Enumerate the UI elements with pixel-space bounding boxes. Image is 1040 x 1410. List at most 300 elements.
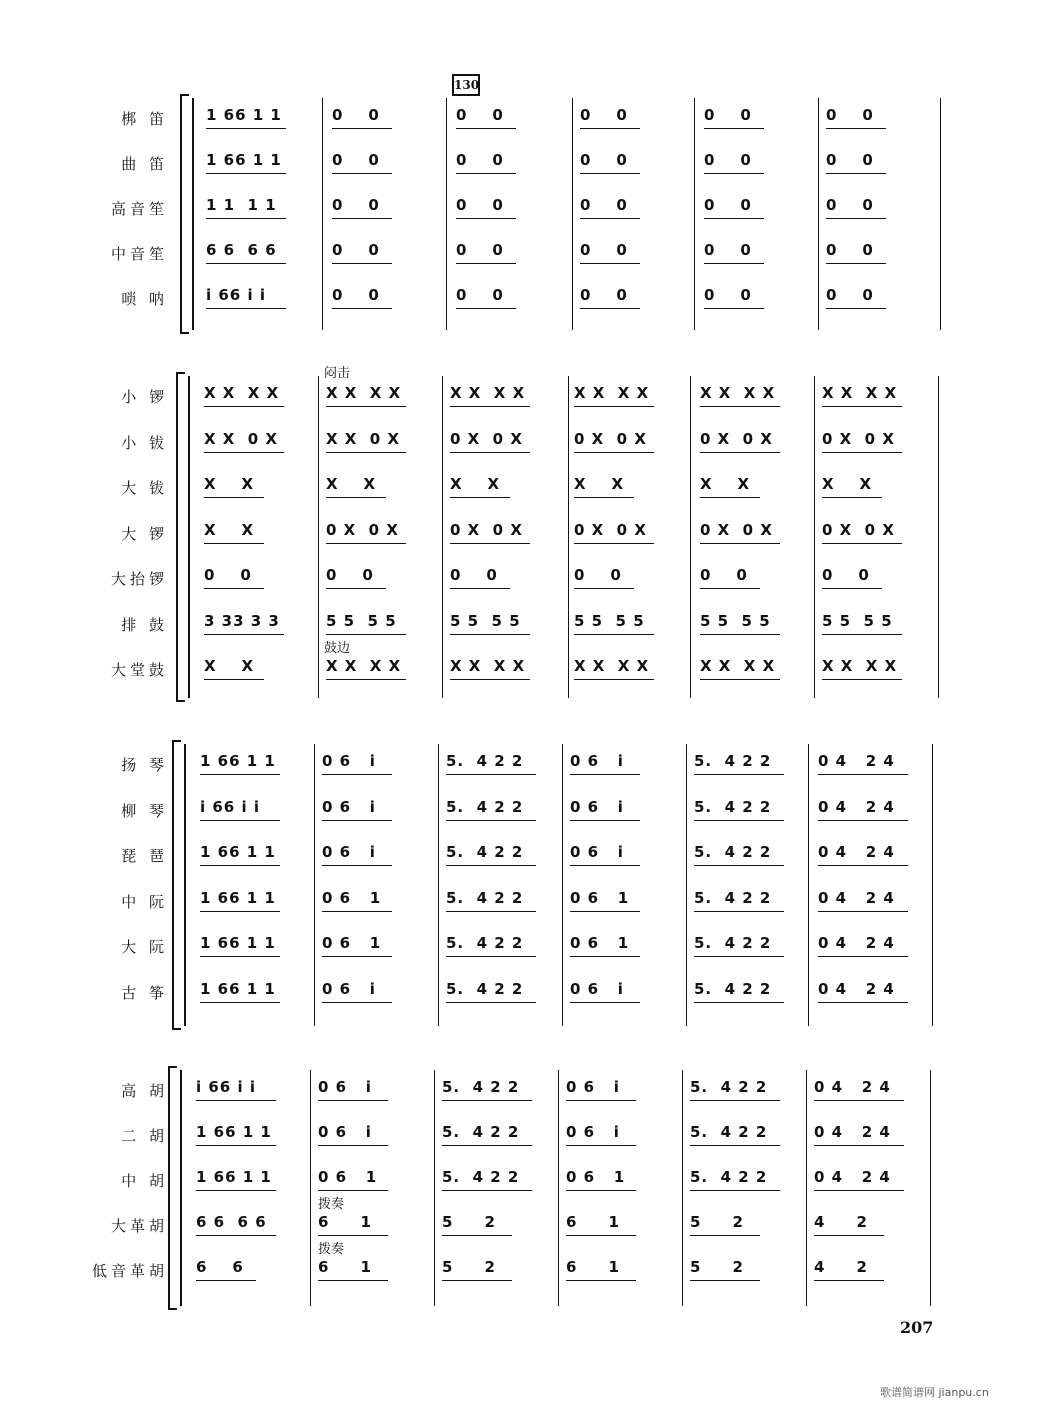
instrument-label: 大堂鼓 (110, 661, 168, 679)
beam-line (326, 406, 406, 407)
measure-cell: 0 X 0 X (450, 429, 523, 448)
beam-line (200, 865, 280, 866)
beam-line (574, 588, 634, 589)
measure-cell: 5 5 5 5 (822, 611, 893, 630)
beam-line (690, 1280, 760, 1281)
bar-line (686, 744, 687, 1026)
instrument-label: 高 胡 (121, 1082, 168, 1100)
instrument-label: 古 筝 (121, 983, 168, 1002)
measure-cell: 5. 4 2 2 (694, 843, 772, 861)
measure-cell: 1 1 1 1 (206, 196, 277, 214)
measure-cell: 0 6 1 (566, 1168, 626, 1186)
measure-cell: X X X X (450, 657, 526, 675)
measure-cell: 0 0 (704, 241, 752, 259)
beam-line (570, 820, 640, 821)
instrument-label: 唢 呐 (121, 290, 168, 308)
beam-line (814, 1100, 904, 1101)
beam-line (826, 173, 886, 174)
beam-line (690, 1190, 780, 1191)
instrument-label: 柳 琴 (121, 801, 168, 820)
beam-line (332, 173, 392, 174)
bar-line (818, 98, 819, 330)
system-line (192, 98, 194, 330)
beam-line (206, 128, 286, 129)
beam-line (318, 1190, 388, 1191)
measure-cell: 0 0 (704, 151, 752, 169)
measure-cell: X X X X (700, 384, 776, 402)
beam-line (574, 452, 654, 453)
beam-line (818, 911, 908, 912)
beam-line (814, 1190, 904, 1191)
measure-cell: 0 X 0 X (326, 520, 399, 539)
measure-cell: 0 X 0 X (822, 429, 895, 448)
measure-cell: 5. 4 2 2 (442, 1078, 520, 1096)
measure-cell: X X X X (204, 384, 280, 402)
beam-line (196, 1145, 276, 1146)
measure-cell: X X (700, 475, 751, 493)
measure-cell: i 66 i i (206, 286, 266, 304)
measure-cell: X X (450, 475, 501, 493)
measure-cell: 1 66 1 1 (200, 843, 276, 861)
bar-line (446, 98, 447, 330)
beam-line (456, 263, 516, 264)
measure-cell: 0 4 2 4 (818, 752, 895, 770)
beam-line (704, 128, 764, 129)
beam-line (318, 1235, 388, 1236)
measure-cell: 0 0 (450, 566, 498, 584)
measure-cell: 0 0 (332, 286, 380, 304)
beam-line (332, 308, 392, 309)
measure-cell: 5. 4 2 2 (694, 934, 772, 952)
measure-cell: 0 6 1 (318, 1168, 378, 1186)
instrument-label: 小 钹 (121, 433, 168, 452)
measure-cell: 0 0 (332, 106, 380, 124)
measure-cell: 0 X 0 X (822, 520, 895, 539)
beam-line (822, 543, 902, 544)
measure-cell: 5. 4 2 2 (690, 1078, 768, 1096)
beam-line (822, 406, 902, 407)
bar-line (568, 376, 569, 698)
measure-cell: 0 6 i (570, 797, 624, 816)
measure-cell: 6 1 (318, 1258, 372, 1276)
instrument-label: 大革胡 (110, 1217, 168, 1235)
beam-line (814, 1235, 884, 1236)
bar-line (562, 744, 563, 1026)
measure-cell: i 66 i i (200, 797, 260, 816)
beam-line (332, 128, 392, 129)
beam-line (200, 774, 280, 775)
measure-cell: 5. 4 2 2 (690, 1123, 768, 1141)
measure-cell: 0 0 (580, 106, 628, 124)
beam-line (446, 911, 536, 912)
page-number: 207 (900, 1318, 934, 1337)
measure-cell: 6 1 (566, 1258, 620, 1276)
beam-line (574, 679, 654, 680)
beam-line (566, 1100, 636, 1101)
measure-cell: 6 6 6 6 (206, 241, 277, 259)
beam-line (332, 218, 392, 219)
measure-cell: 0 0 (456, 241, 504, 259)
measure-cell: 0 6 i (318, 1123, 372, 1141)
instrument-label: 中 阮 (121, 892, 168, 911)
measure-cell: 1 66 1 1 (206, 106, 282, 124)
measure-cell: 5. 4 2 2 (446, 843, 524, 861)
beam-line (204, 497, 264, 498)
beam-line (450, 452, 530, 453)
measure-cell: 0 X 0 X (700, 429, 773, 448)
measure-cell: 0 4 2 4 (818, 934, 895, 952)
beam-line (822, 497, 882, 498)
beam-line (700, 543, 780, 544)
measure-cell: X X X X (326, 657, 402, 675)
beam-line (326, 452, 406, 453)
beam-line (574, 634, 654, 635)
measure-cell: X X (822, 475, 873, 493)
instrument-label: 排 鼓 (121, 615, 168, 634)
measure-cell: 0 0 (456, 106, 504, 124)
bar-line (938, 376, 939, 698)
instrument-label: 二 胡 (121, 1127, 168, 1145)
beam-line (450, 679, 530, 680)
measure-cell: 0 6 1 (322, 934, 382, 952)
measure-cell: 5. 4 2 2 (442, 1123, 520, 1141)
beam-line (700, 588, 760, 589)
beam-line (326, 543, 406, 544)
beam-line (204, 406, 284, 407)
beam-line (700, 406, 780, 407)
system-line (180, 1070, 182, 1306)
measure-cell: 0 0 (580, 241, 628, 259)
beam-line (206, 263, 286, 264)
beam-line (822, 634, 902, 635)
beam-line (690, 1145, 780, 1146)
beam-line (450, 497, 510, 498)
measure-cell: 0 0 (704, 286, 752, 304)
beam-line (446, 774, 536, 775)
instrument-label: 曲 笛 (121, 155, 168, 173)
measure-cell: 1 66 1 1 (200, 888, 276, 907)
system-line (184, 744, 186, 1026)
beam-line (566, 1190, 636, 1191)
instrument-label: 大抬锣 (110, 570, 168, 588)
bar-line (572, 98, 573, 330)
measure-cell: 0 6 i (322, 752, 376, 770)
measure-cell: 0 4 2 4 (814, 1078, 891, 1096)
beam-line (826, 218, 886, 219)
beam-line (326, 634, 406, 635)
beam-line (570, 774, 640, 775)
measure-cell: 0 0 (826, 196, 874, 214)
measure-cell: 0 6 i (318, 1078, 372, 1096)
beam-line (456, 218, 516, 219)
performance-annotation: 拨奏 (318, 1242, 345, 1257)
beam-line (700, 679, 780, 680)
measure-cell: 0 4 2 4 (818, 797, 895, 816)
measure-cell: 0 0 (332, 151, 380, 169)
beam-line (326, 497, 386, 498)
bar-line (314, 744, 315, 1026)
measure-cell: 5. 4 2 2 (694, 979, 772, 998)
beam-line (322, 956, 392, 957)
bar-line (318, 376, 319, 698)
measure-cell: 6 6 6 6 (196, 1213, 267, 1231)
measure-cell: 6 6 (196, 1258, 244, 1276)
watermark-text: 歌谱简谱网 jianpu.cn (880, 1386, 989, 1399)
beam-line (704, 173, 764, 174)
beam-line (580, 128, 640, 129)
measure-cell: X X X X (574, 657, 650, 675)
beam-line (196, 1190, 276, 1191)
measure-cell: 0 0 (826, 241, 874, 259)
performance-annotation: 闷击 (324, 366, 351, 381)
measure-cell: 0 0 (456, 151, 504, 169)
measure-cell: 0 4 2 4 (818, 843, 895, 861)
measure-cell: 0 0 (580, 151, 628, 169)
bar-line (682, 1070, 683, 1306)
measure-cell: 0 0 (574, 566, 622, 584)
bar-line (806, 1070, 807, 1306)
measure-cell: 3 33 3 3 (204, 611, 280, 630)
beam-line (446, 865, 536, 866)
beam-line (322, 865, 392, 866)
measure-cell: 5. 4 2 2 (690, 1168, 768, 1186)
beam-line (196, 1100, 276, 1101)
measure-cell: 0 0 (822, 566, 870, 584)
beam-line (318, 1145, 388, 1146)
beam-line (446, 1002, 536, 1003)
measure-cell: X X (204, 657, 255, 675)
bar-line (932, 744, 933, 1026)
measure-cell: 5. 4 2 2 (446, 797, 524, 816)
beam-line (204, 634, 284, 635)
measure-cell: 0 0 (204, 566, 252, 584)
instrument-label: 大 阮 (121, 938, 168, 956)
measure-cell: X X X X (326, 384, 402, 402)
beam-line (826, 308, 886, 309)
measure-cell: 5 5 5 5 (574, 611, 645, 630)
beam-line (200, 820, 280, 821)
measure-cell: 1 66 1 1 (200, 979, 276, 998)
measure-cell: 0 X 0 X (574, 429, 647, 448)
measure-cell: 0 0 (826, 106, 874, 124)
instrument-label: 大 钹 (121, 479, 168, 497)
measure-cell: 0 6 i (566, 1123, 620, 1141)
measure-cell: 0 0 (332, 196, 380, 214)
beam-line (826, 128, 886, 129)
measure-cell: 0 0 (704, 196, 752, 214)
beam-line (580, 308, 640, 309)
beam-line (200, 1002, 280, 1003)
instrument-label: 梆 笛 (121, 110, 168, 128)
measure-cell: 1 66 1 1 (200, 934, 276, 952)
beam-line (580, 173, 640, 174)
measure-cell: 0 6 i (570, 752, 624, 770)
measure-cell: 0 0 (704, 106, 752, 124)
beam-line (822, 588, 882, 589)
instrument-label: 扬 琴 (121, 756, 168, 774)
beam-line (204, 588, 264, 589)
measure-cell: 0 X 0 X (450, 520, 523, 539)
beam-line (318, 1280, 388, 1281)
beam-line (450, 543, 530, 544)
beam-line (450, 406, 530, 407)
measure-cell: X X (204, 520, 255, 539)
measure-cell: X X 0 X (326, 429, 401, 448)
measure-cell: 5 2 (690, 1213, 744, 1231)
measure-cell: 5. 4 2 2 (694, 888, 772, 907)
bar-line (434, 1070, 435, 1306)
beam-line (570, 865, 640, 866)
bar-line (930, 1070, 931, 1306)
beam-line (694, 774, 784, 775)
measure-cell: 0 X 0 X (574, 520, 647, 539)
beam-line (196, 1235, 276, 1236)
beam-line (442, 1235, 512, 1236)
beam-line (206, 308, 286, 309)
measure-cell: X X (204, 475, 255, 493)
beam-line (818, 865, 908, 866)
beam-line (200, 956, 280, 957)
measure-cell: 0 0 (456, 286, 504, 304)
measure-cell: 0 6 i (570, 979, 624, 998)
beam-line (570, 956, 640, 957)
measure-cell: 5. 4 2 2 (442, 1168, 520, 1186)
measure-cell: 0 0 (580, 196, 628, 214)
bar-line (442, 376, 443, 698)
instrument-label: 中音笙 (110, 245, 168, 263)
beam-line (694, 865, 784, 866)
measure-cell: 5. 4 2 2 (446, 888, 524, 907)
beam-line (442, 1190, 532, 1191)
measure-cell: 0 6 i (570, 843, 624, 861)
measure-cell: 5 2 (442, 1258, 496, 1276)
measure-cell: 0 0 (456, 196, 504, 214)
measure-cell: 1 66 1 1 (196, 1123, 272, 1141)
instrument-label: 低音革胡 (91, 1262, 168, 1280)
measure-cell: 0 4 2 4 (818, 888, 895, 907)
measure-cell: 5 2 (442, 1213, 496, 1231)
beam-line (814, 1280, 884, 1281)
beam-line (204, 452, 284, 453)
measure-cell: 0 6 i (322, 797, 376, 816)
beam-line (206, 218, 286, 219)
beam-line (326, 679, 406, 680)
beam-line (700, 452, 780, 453)
beam-line (322, 820, 392, 821)
beam-line (450, 634, 530, 635)
performance-annotation: 拨奏 (318, 1197, 345, 1212)
beam-line (704, 263, 764, 264)
beam-line (690, 1100, 780, 1101)
measure-cell: 0 6 i (566, 1078, 620, 1096)
measure-cell: 0 6 1 (322, 888, 382, 907)
measure-cell: X X 0 X (204, 429, 279, 448)
beam-line (570, 1002, 640, 1003)
beam-line (450, 588, 510, 589)
beam-line (574, 406, 654, 407)
measure-cell: X X (574, 475, 625, 493)
beam-line (690, 1235, 760, 1236)
beam-line (322, 911, 392, 912)
measure-cell: 5 2 (690, 1258, 744, 1276)
group-bracket (172, 740, 181, 1030)
measure-cell: 4 2 (814, 1258, 868, 1276)
group-bracket (168, 1066, 177, 1310)
measure-cell: 0 4 2 4 (818, 979, 895, 998)
measure-cell: i 66 i i (196, 1078, 256, 1096)
measure-cell: 5. 4 2 2 (694, 752, 772, 770)
beam-line (456, 128, 516, 129)
measure-cell: 0 4 2 4 (814, 1123, 891, 1141)
beam-line (574, 497, 634, 498)
group-bracket (180, 94, 189, 334)
beam-line (818, 820, 908, 821)
measure-cell: X X X X (450, 384, 526, 402)
beam-line (322, 774, 392, 775)
beam-line (694, 956, 784, 957)
bar-line (438, 744, 439, 1026)
measure-cell: 0 0 (580, 286, 628, 304)
beam-line (566, 1235, 636, 1236)
beam-line (822, 452, 902, 453)
measure-cell: 0 6 1 (570, 934, 630, 952)
bar-line (814, 376, 815, 698)
beam-line (332, 263, 392, 264)
measure-cell: X X (326, 475, 377, 493)
beam-line (694, 820, 784, 821)
beam-line (206, 173, 286, 174)
measure-cell: X X X X (574, 384, 650, 402)
beam-line (442, 1100, 532, 1101)
beam-line (570, 911, 640, 912)
beam-line (818, 774, 908, 775)
measure-cell: 5. 4 2 2 (694, 797, 772, 816)
performance-annotation: 鼓边 (324, 641, 351, 656)
measure-cell: 1 66 1 1 (196, 1168, 272, 1186)
beam-line (566, 1280, 636, 1281)
beam-line (818, 956, 908, 957)
bar-line (808, 744, 809, 1026)
beam-line (574, 543, 654, 544)
measure-cell: 0 6 i (322, 843, 376, 861)
measure-cell: 1 66 1 1 (200, 752, 276, 770)
bar-line (694, 98, 695, 330)
beam-line (442, 1145, 532, 1146)
beam-line (822, 679, 902, 680)
beam-line (204, 543, 264, 544)
beam-line (700, 497, 760, 498)
beam-line (200, 911, 280, 912)
beam-line (826, 263, 886, 264)
measure-cell: 0 6 1 (570, 888, 630, 907)
beam-line (446, 820, 536, 821)
measure-cell: 0 X 0 X (700, 520, 773, 539)
instrument-label: 琵 琶 (121, 847, 168, 865)
measure-cell: 4 2 (814, 1213, 868, 1231)
measure-cell: 6 1 (566, 1213, 620, 1231)
measure-cell: 5. 4 2 2 (446, 979, 524, 998)
instrument-label: 中 胡 (121, 1172, 168, 1190)
beam-line (704, 218, 764, 219)
system-line (188, 376, 190, 698)
instrument-label: 高音笙 (110, 200, 168, 218)
measure-cell: 5. 4 2 2 (446, 934, 524, 952)
beam-line (694, 911, 784, 912)
beam-line (700, 634, 780, 635)
measure-cell: 6 1 (318, 1213, 372, 1231)
beam-line (694, 1002, 784, 1003)
beam-line (580, 263, 640, 264)
